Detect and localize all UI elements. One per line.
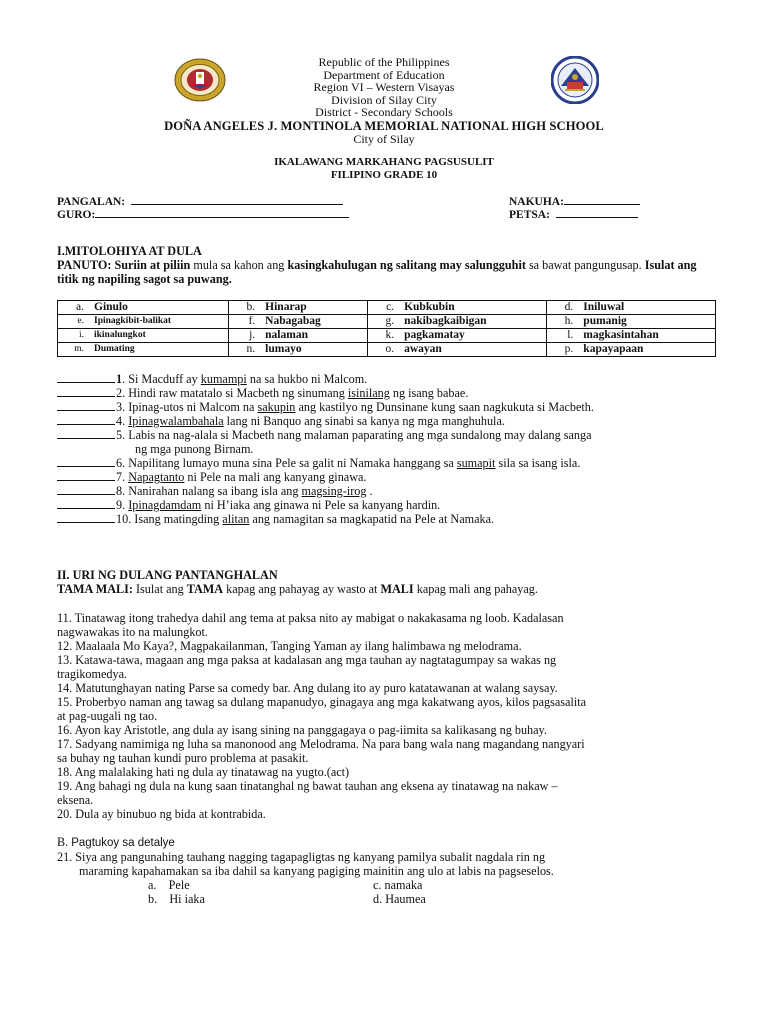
instr-bold-3: Isulat ang titik ng napiling sagot sa puwang.	[57, 258, 697, 286]
question-number: 2	[116, 386, 123, 400]
question-5	[57, 428, 737, 442]
part2-instructions	[57, 582, 717, 596]
choice-letter: j.	[249, 329, 256, 341]
choice-word: Dumating	[94, 344, 135, 354]
choice-letter: m.	[74, 344, 84, 354]
choice-letter: b.	[246, 301, 256, 313]
option-letter: a.	[148, 878, 157, 892]
partB-letter: B.	[57, 835, 69, 849]
instr-bold: TAMA	[186, 582, 224, 596]
item-11-cont: nagwawakas ito na malungkot.	[57, 625, 208, 639]
name-field[interactable]	[131, 194, 343, 205]
instr-label: TAMA MALI:	[57, 582, 133, 596]
choice-word: kapayapaan	[583, 343, 644, 355]
question-10	[57, 512, 737, 526]
underlined-word: magsing-irog	[301, 484, 367, 498]
instr-bold: MALI	[380, 582, 414, 596]
choice-letter: n.	[246, 343, 256, 355]
question-text: ni H’iaka ang ginawa ni Pele sa kanyang hardin.	[201, 498, 441, 512]
school-name: DOÑA ANGELES J. MONTINOLA MEMORIAL NATIONAL HIGH SCHOOL	[164, 118, 604, 133]
question-8	[57, 484, 737, 498]
option-a[interactable]	[148, 878, 190, 892]
date-field[interactable]	[556, 207, 638, 218]
choice-word: nalaman	[265, 329, 308, 341]
choice-word: Iniluwal	[583, 301, 625, 313]
choices-table	[57, 300, 716, 357]
instr-text-2: sa bawat pangungusap.	[525, 258, 645, 272]
instr-text: kapag ang pahayag ay wasto at	[223, 582, 381, 596]
item-16: 16. Ayon kay Aristotle, ang dula ay isang sining na panggagaya o pag-iimita sa kalikasang ng buhay.	[57, 723, 547, 737]
choice-letter: e.	[77, 316, 84, 326]
question-text: .	[122, 498, 129, 512]
choice-letter: k.	[385, 329, 395, 341]
choice-word: Kubkubin	[404, 301, 455, 313]
answer-blank[interactable]	[57, 484, 115, 495]
choice-letter: h.	[564, 315, 574, 327]
answer-blank[interactable]	[57, 428, 115, 439]
question-number: 7	[116, 470, 123, 484]
answer-blank[interactable]	[57, 456, 115, 467]
item-21-cont: maraming kapahamakan sa iba dahil sa kanyang pagiging mainitin ang ulo at labis na pagseselos.	[79, 864, 554, 878]
option-letter: d.	[373, 892, 383, 906]
partB-title: Pagtukoy sa detalye	[71, 837, 175, 849]
question-7	[57, 470, 737, 484]
item-19: 19. Ang bahagi ng dula na kung saan tinatanghal ng bawat tauhan ang eksena ay tinatawag na nakaw –	[57, 779, 558, 793]
true-false-items	[57, 611, 717, 821]
instr-label: PANUTO:	[57, 258, 112, 272]
question-text: sila sa isang isla.	[495, 456, 581, 470]
choice-word: Ginulo	[94, 301, 128, 313]
answer-blank[interactable]	[57, 414, 115, 425]
item-20: 20. Dula ay binubuo ng bida at kontrabida.	[57, 807, 266, 821]
answer-blank[interactable]	[57, 498, 115, 509]
item-17-cont: sa buhay ng tauhan kundi puro problema at pasakit.	[57, 751, 309, 765]
question-9	[57, 498, 737, 512]
question-4	[57, 414, 737, 428]
item-15-cont: at pag-uugali ng tao.	[57, 709, 158, 723]
item-18: 18. Ang malalaking hati ng dula ay tinatawag na yugto.(act)	[57, 765, 350, 779]
choice-word: nakibagkaibigan	[404, 315, 487, 327]
instr-text: Isulat ang	[132, 582, 187, 596]
choice-word: magkasintahan	[583, 329, 659, 341]
choice-letter: o.	[385, 343, 395, 355]
choices-row	[58, 301, 716, 315]
question-number: 10	[116, 512, 129, 526]
partB-heading	[57, 835, 737, 850]
underlined-word: sakupin	[257, 400, 296, 414]
item-11: 11. Tinatawag itong trahedya dahil ang tema at paksa nito ay mabigat o nakakasama ng loob. Kadalasan	[57, 611, 564, 625]
option-text: namaka	[384, 878, 423, 892]
score-label: NAKUHA:	[509, 196, 564, 208]
choice-word: awayan	[404, 343, 442, 355]
question-text: .	[366, 484, 373, 498]
underlined-word: sumapit	[456, 456, 496, 470]
exam-title: IKALAWANG MARKAHANG PAGSUSULIT	[274, 156, 494, 168]
question-text: lang ni Banquo ang sinabi sa kanya ng mga manghuhula.	[223, 414, 505, 428]
question-text: . Si Macduff ay	[122, 372, 201, 386]
question-6	[57, 456, 737, 470]
underlined-word: isinilang	[347, 386, 390, 400]
teacher-label: GURO:	[57, 209, 96, 221]
header-line-1: Republic of the Philippines	[318, 55, 450, 69]
choice-word: ikinalungkot	[94, 330, 146, 340]
choice-letter: f.	[248, 315, 256, 327]
header-line-3: Region VI – Western Visayas	[313, 80, 455, 94]
question-number: 1	[116, 372, 123, 386]
choice-letter: d.	[564, 301, 574, 313]
date-label: PETSA:	[509, 209, 550, 221]
question-text: . Napilitang lumayo muna sina Pele sa galit ni Namaka hanggang sa	[122, 456, 457, 470]
instr-text: kapag mali ang pahayag.	[413, 582, 538, 596]
question-number: 5	[116, 428, 123, 442]
question-text: . Isang matingding	[128, 512, 223, 526]
option-c[interactable]	[373, 878, 422, 892]
exam-title-block	[0, 156, 768, 181]
choice-word: pagkamatay	[404, 329, 465, 341]
instr-bold-1: Suriin at piliin	[114, 258, 191, 272]
question-2	[57, 386, 737, 400]
underlined-word: kumampi	[200, 372, 247, 386]
option-text: Pele	[168, 878, 190, 892]
choice-word: Ipinagkibit-balikat	[94, 316, 172, 326]
choice-word: Hinarap	[265, 301, 307, 313]
question-text: ang kastilyo ng Dunsinane kung saan nagkukuta si Macbeth.	[295, 400, 594, 414]
item-15: 15. Proberbyo naman ang tawag sa dulang mapanudyo, ginagaya ang mga kakatwang ayos, kilos pagsasalita	[57, 695, 586, 709]
underlined-word: alitan	[222, 512, 250, 526]
question-text: ang namagitan sa magkapatid na Pele at Namaka.	[249, 512, 495, 526]
answer-blank[interactable]	[57, 372, 115, 383]
teacher-field[interactable]	[95, 207, 349, 218]
score-field[interactable]	[564, 194, 640, 205]
item-21: 21. Siya ang pangunahing tauhang nagging tagapagligtas ng kanyang pamilya subalit nagdala rin ng	[57, 850, 546, 864]
choices-row	[58, 329, 716, 343]
exam-subject: FILIPINO GRADE 10	[330, 168, 438, 181]
choice-word: Nabagabag	[265, 315, 321, 327]
question-text: na sa hukbo ni Malcom.	[246, 372, 368, 386]
question-text: . Labis na nag-alala si Macbeth nang malaman paparating ang mga sundalong may dalang sanga	[122, 428, 592, 442]
question-text: . Nanirahan nalang sa ibang isla ang	[122, 484, 302, 498]
part2-title: II. URI NG DULANG PANTANGHALAN	[57, 568, 278, 582]
part1-instructions	[57, 258, 717, 286]
choice-word: lumayo	[265, 343, 302, 355]
part1-title: I.MITOLOHIYA AT DULA	[57, 244, 202, 258]
underlined-word: Ipinagdamdam	[128, 498, 202, 512]
underlined-word: Ipinagwalambahala	[128, 414, 224, 428]
choice-word: pumanig	[583, 315, 627, 327]
item-19-cont: eksena.	[57, 793, 94, 807]
question-1	[57, 372, 737, 386]
partB-section	[57, 835, 737, 878]
item-17: 17. Sadyang namimiga ng luha sa manonood ang Melodrama. Na para bang wala nang magandang nangyari	[57, 737, 585, 751]
question-text: .	[122, 414, 129, 428]
item-13-cont: tragikomedya.	[57, 667, 128, 681]
city-name: City of Silay	[353, 131, 415, 146]
answer-blank[interactable]	[57, 470, 115, 481]
option-letter: c.	[373, 878, 382, 892]
document-header	[0, 56, 768, 145]
option-text: Haumea	[385, 892, 426, 906]
instr-text-1: mula sa kahon ang	[190, 258, 288, 272]
item-12: 12. Maalaala Mo Kaya?, Magpakailanman, Tanging Yaman ay ilang halimbawa ng melodrama.	[57, 639, 522, 653]
answer-blank[interactable]	[57, 512, 115, 523]
option-b[interactable]	[148, 892, 205, 906]
question-text: ni Pele na mali ang kanyang ginawa.	[184, 470, 367, 484]
question-text: ng isang babae.	[389, 386, 469, 400]
question-5-continued: ng mga punong Birnam.	[135, 442, 254, 456]
choice-letter: l.	[567, 329, 574, 341]
header-line-4: Division of Silay City	[331, 92, 437, 107]
instr-bold-2: kasingkahulugan ng salitang may salungguhit	[287, 258, 526, 272]
choice-letter: p.	[564, 343, 574, 355]
choice-letter: a.	[76, 301, 84, 313]
answer-blank[interactable]	[57, 386, 115, 397]
part1-heading	[57, 244, 717, 286]
name-label: PANGALAN:	[57, 196, 126, 208]
header-line-5: District - Secondary Schools	[315, 105, 453, 119]
question-number: 6	[116, 456, 123, 470]
choice-letter: i.	[78, 330, 84, 340]
answer-blank[interactable]	[57, 400, 115, 411]
question-text: . Hindi raw matatalo si Macbeth ng sinumang	[122, 386, 348, 400]
underlined-word: Napagtanto	[128, 470, 185, 484]
question-number: 4	[116, 414, 123, 428]
question-number: 8	[116, 484, 123, 498]
question-number: 9	[116, 498, 123, 512]
option-text: Hi iaka	[169, 892, 205, 906]
option-d[interactable]	[373, 892, 426, 906]
choices-row	[58, 343, 716, 357]
choice-letter: c.	[386, 301, 395, 313]
header-line-2: Department of Education	[323, 67, 445, 82]
item-14: 14. Matutunghayan nating Parse sa comedy bar. Ang dulang ito ay puro katatawanan at walang saysay.	[57, 681, 558, 695]
choices-row	[58, 315, 716, 329]
option-letter: b.	[148, 892, 158, 906]
choice-letter: g.	[385, 315, 395, 327]
item-13: 13. Katawa-tawa, magaan ang mga paksa at kadalasan ang mga tauhan ay nagtatagumpay sa wakas ng	[57, 653, 557, 667]
question-3	[57, 400, 737, 414]
student-info-fields	[57, 194, 717, 220]
question-text: .	[122, 470, 129, 484]
question-text: . Ipinag-utos ni Malcom na	[122, 400, 258, 414]
question-number: 3	[116, 400, 123, 414]
question-list-part1	[57, 372, 737, 526]
part2-heading	[57, 568, 717, 596]
